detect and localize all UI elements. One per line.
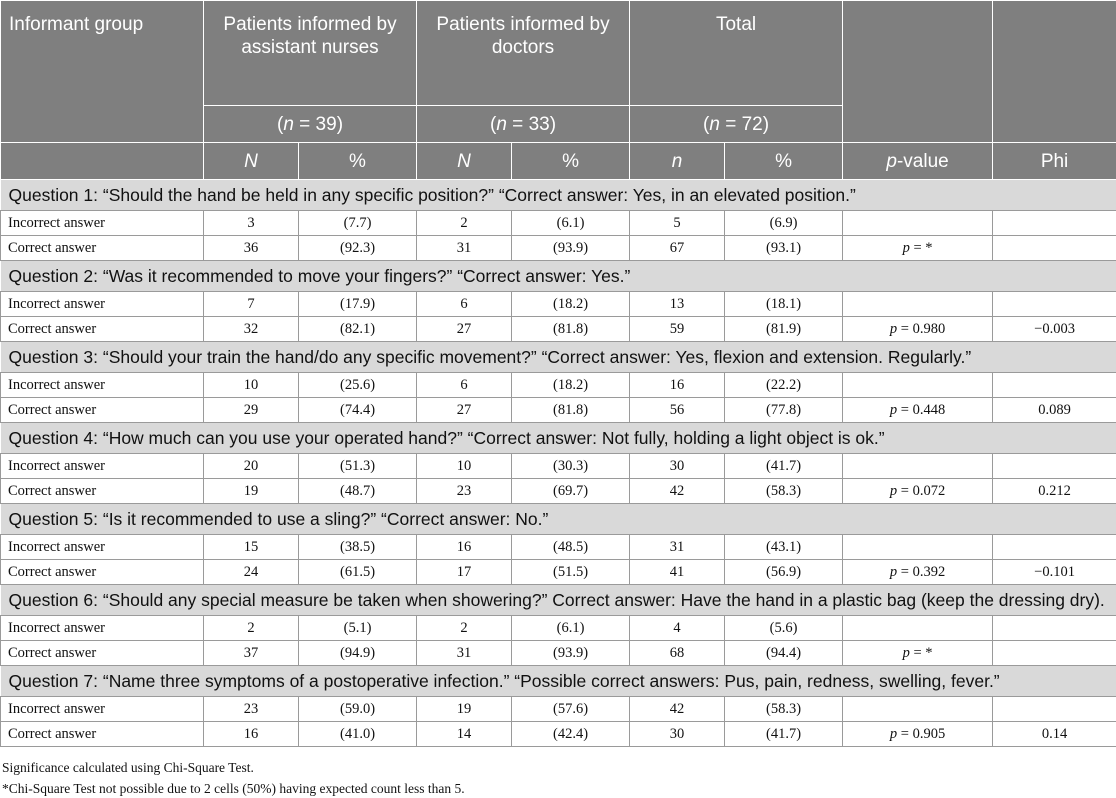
doctors-count: 16: [417, 535, 512, 560]
answer-label: Incorrect answer: [1, 454, 204, 479]
doctors-count: 10: [417, 454, 512, 479]
doctors-percent: (81.8): [512, 398, 630, 423]
total-count: 13: [630, 292, 725, 317]
footnote-chi-square: *Chi-Square Test not possible due to 2 cells (50%) having expected count less than 5.: [2, 781, 465, 796]
phi-value: [993, 697, 1116, 722]
doctors-count: 6: [417, 373, 512, 398]
doctors-percent: (18.2): [512, 292, 630, 317]
nurses-count: 37: [204, 641, 299, 666]
phi-value: [993, 454, 1116, 479]
doctors-count: 14: [417, 722, 512, 747]
p-value: [843, 373, 993, 398]
answer-label: Incorrect answer: [1, 373, 204, 398]
answer-label: Correct answer: [1, 641, 204, 666]
total-percent: (41.7): [725, 454, 843, 479]
question-title: Question 1: “Should the hand be held in any specific position?” “Correct answer: Yes, in an elevated position.”: [1, 180, 1116, 211]
doctors-count: 2: [417, 211, 512, 236]
table-row: [1, 722, 1116, 747]
question-row: [1, 585, 1116, 616]
total-count: 56: [630, 398, 725, 423]
answer-label: Incorrect answer: [1, 292, 204, 317]
nurses-percent: (59.0): [299, 697, 417, 722]
total-count: 59: [630, 317, 725, 342]
answer-label: Incorrect answer: [1, 616, 204, 641]
p-value: [843, 722, 993, 747]
question-row: [1, 261, 1116, 292]
nurses-count: 36: [204, 236, 299, 261]
p-value-text: = *: [909, 644, 933, 661]
n-assistant-nurses: (n = 39): [204, 106, 417, 143]
phi-value: 0.212: [993, 479, 1116, 504]
phi-value: [993, 373, 1116, 398]
phi-value: [993, 641, 1116, 666]
p-value: [843, 317, 993, 342]
total-percent: (81.9): [725, 317, 843, 342]
n-total: (n = 72): [630, 106, 843, 143]
nurses-percent: (5.1): [299, 616, 417, 641]
subheader-pct-doctors: %: [512, 143, 630, 180]
doctors-percent: (81.8): [512, 317, 630, 342]
doctors-percent: (6.1): [512, 211, 630, 236]
total-percent: (41.7): [725, 722, 843, 747]
nurses-count: 32: [204, 317, 299, 342]
p-symbol: p: [889, 725, 898, 742]
subheader-pct-nurses: %: [299, 143, 417, 180]
total-count: 30: [630, 454, 725, 479]
total-count: 31: [630, 535, 725, 560]
doctors-percent: (93.9): [512, 236, 630, 261]
nurses-count: 24: [204, 560, 299, 585]
total-percent: (93.1): [725, 236, 843, 261]
nurses-percent: (61.5): [299, 560, 417, 585]
subheader-N-nurses: N: [204, 143, 299, 180]
doctors-percent: (6.1): [512, 616, 630, 641]
question-title: Question 6: “Should any special measure be taken when showering?” Correct answer: Have the hand in a plastic bag (keep the dressing dry).: [1, 585, 1116, 616]
p-value: [843, 211, 993, 236]
table-row: [1, 398, 1116, 423]
p-value: [843, 560, 993, 585]
nurses-percent: (17.9): [299, 292, 417, 317]
total-count: 16: [630, 373, 725, 398]
p-symbol: p: [889, 482, 898, 499]
p-value: [843, 479, 993, 504]
table-body: [1, 180, 1116, 747]
p-value: [843, 535, 993, 560]
assistant-nurses-header: Patients informed by assistant nurses: [204, 1, 417, 106]
nurses-percent: (94.9): [299, 641, 417, 666]
total-percent: (77.8): [725, 398, 843, 423]
doctors-count: 31: [417, 641, 512, 666]
phi-value: 0.14: [993, 722, 1116, 747]
total-percent: (6.9): [725, 211, 843, 236]
answer-label: Correct answer: [1, 236, 204, 261]
p-symbol: p: [889, 401, 898, 418]
nurses-percent: (82.1): [299, 317, 417, 342]
nurses-percent: (48.7): [299, 479, 417, 504]
total-count: 5: [630, 211, 725, 236]
total-count: 42: [630, 697, 725, 722]
nurses-percent: (7.7): [299, 211, 417, 236]
subheader-phi: Phi: [993, 143, 1116, 180]
nurses-count: 3: [204, 211, 299, 236]
phi-value: −0.003: [993, 317, 1116, 342]
total-percent: (5.6): [725, 616, 843, 641]
total-count: 4: [630, 616, 725, 641]
question-row: [1, 423, 1116, 454]
phi-value: −0.101: [993, 560, 1116, 585]
doctors-percent: (48.5): [512, 535, 630, 560]
doctors-percent: (69.7): [512, 479, 630, 504]
nurses-count: 23: [204, 697, 299, 722]
total-header: Total: [630, 1, 843, 106]
doctors-count: 23: [417, 479, 512, 504]
nurses-count: 20: [204, 454, 299, 479]
doctors-percent: (42.4): [512, 722, 630, 747]
n-doctors: (n = 33): [417, 106, 630, 143]
table-row: [1, 454, 1116, 479]
question-title: Question 4: “How much can you use your operated hand?” “Correct answer: Not fully, holding a light object is ok.”: [1, 423, 1116, 454]
total-percent: (43.1): [725, 535, 843, 560]
nurses-percent: (51.3): [299, 454, 417, 479]
total-percent: (22.2): [725, 373, 843, 398]
doctors-count: 27: [417, 317, 512, 342]
answer-label: Correct answer: [1, 317, 204, 342]
total-count: 67: [630, 236, 725, 261]
table-row: [1, 641, 1116, 666]
question-row: [1, 342, 1116, 373]
nurses-percent: (38.5): [299, 535, 417, 560]
p-symbol: p: [902, 644, 910, 661]
p-value-text: = 0.448: [897, 401, 946, 418]
question-title: Question 2: “Was it recommended to move your fingers?” “Correct answer: Yes.”: [1, 261, 1116, 292]
nurses-percent: (92.3): [299, 236, 417, 261]
total-percent: (58.3): [725, 479, 843, 504]
nurses-percent: (25.6): [299, 373, 417, 398]
total-percent: (56.9): [725, 560, 843, 585]
pvalue-header-top: [843, 1, 993, 143]
doctors-count: 19: [417, 697, 512, 722]
p-value: [843, 616, 993, 641]
nurses-count: 2: [204, 616, 299, 641]
answer-label: Incorrect answer: [1, 535, 204, 560]
subheader-N-doctors: N: [417, 143, 512, 180]
total-percent: (58.3): [725, 697, 843, 722]
p-symbol: p: [902, 239, 910, 256]
question-title: Question 5: “Is it recommended to use a sling?” “Correct answer: No.”: [1, 504, 1116, 535]
p-value: [843, 641, 993, 666]
p-value: [843, 398, 993, 423]
doctors-percent: (51.5): [512, 560, 630, 585]
total-count: 41: [630, 560, 725, 585]
total-count: 68: [630, 641, 725, 666]
blank-subheader: [1, 143, 204, 180]
question-title: Question 7: “Name three symptoms of a postoperative infection.” “Possible correct answers: Pus, pain, redness, swelling, fever.”: [1, 666, 1116, 697]
p-symbol: p: [889, 563, 898, 580]
nurses-percent: (74.4): [299, 398, 417, 423]
p-value-text: = 0.905: [897, 725, 946, 742]
phi-value: [993, 535, 1116, 560]
p-value: [843, 292, 993, 317]
answer-label: Correct answer: [1, 479, 204, 504]
phi-value: [993, 211, 1116, 236]
answer-label: Correct answer: [1, 722, 204, 747]
phi-value: 0.089: [993, 398, 1116, 423]
doctors-percent: (18.2): [512, 373, 630, 398]
p-value-text: = 0.072: [897, 482, 946, 499]
total-count: 42: [630, 479, 725, 504]
answer-label: Correct answer: [1, 398, 204, 423]
answer-label: Incorrect answer: [1, 697, 204, 722]
phi-value: [993, 292, 1116, 317]
doctors-header: Patients informed by doctors: [417, 1, 630, 106]
p-value-text: = *: [909, 239, 933, 256]
answer-label: Correct answer: [1, 560, 204, 585]
subheader-n-total: n: [630, 143, 725, 180]
table-row: [1, 479, 1116, 504]
doctors-count: 17: [417, 560, 512, 585]
p-value: [843, 236, 993, 261]
phi-header-top: [993, 1, 1116, 143]
p-value: [843, 697, 993, 722]
answer-label: Incorrect answer: [1, 211, 204, 236]
nurses-count: 16: [204, 722, 299, 747]
table-row: [1, 697, 1116, 722]
nurses-count: 19: [204, 479, 299, 504]
nurses-count: 10: [204, 373, 299, 398]
total-count: 30: [630, 722, 725, 747]
question-row: [1, 180, 1116, 211]
doctors-percent: (93.9): [512, 641, 630, 666]
doctors-percent: (30.3): [512, 454, 630, 479]
table-row: [1, 211, 1116, 236]
doctors-count: 31: [417, 236, 512, 261]
informant-group-header: Informant group: [1, 1, 204, 143]
footnote-significance: Significance calculated using Chi-Square Test.: [2, 760, 254, 775]
total-percent: (18.1): [725, 292, 843, 317]
p-symbol: p: [889, 320, 898, 337]
question-row: [1, 504, 1116, 535]
table-row: [1, 535, 1116, 560]
phi-value: [993, 236, 1116, 261]
total-percent: (94.4): [725, 641, 843, 666]
doctors-count: 27: [417, 398, 512, 423]
table-row: [1, 292, 1116, 317]
p-value-text: = 0.980: [897, 320, 946, 337]
p-value: [843, 454, 993, 479]
doctors-count: 6: [417, 292, 512, 317]
nurses-count: 15: [204, 535, 299, 560]
nurses-count: 29: [204, 398, 299, 423]
question-row: [1, 666, 1116, 697]
table-row: [1, 560, 1116, 585]
table-row: [1, 616, 1116, 641]
table-row: [1, 317, 1116, 342]
table-row: [1, 373, 1116, 398]
doctors-count: 2: [417, 616, 512, 641]
subheader-pvalue: p-value: [843, 143, 993, 180]
doctors-percent: (57.6): [512, 697, 630, 722]
nurses-count: 7: [204, 292, 299, 317]
question-title: Question 3: “Should your train the hand/do any specific movement?” “Correct answer: Yes, flexion and extension. Regularly.”: [1, 342, 1116, 373]
nurses-percent: (41.0): [299, 722, 417, 747]
p-value-text: = 0.392: [897, 563, 946, 580]
table-row: [1, 236, 1116, 261]
subheader-pct-total: %: [725, 143, 843, 180]
phi-value: [993, 616, 1116, 641]
